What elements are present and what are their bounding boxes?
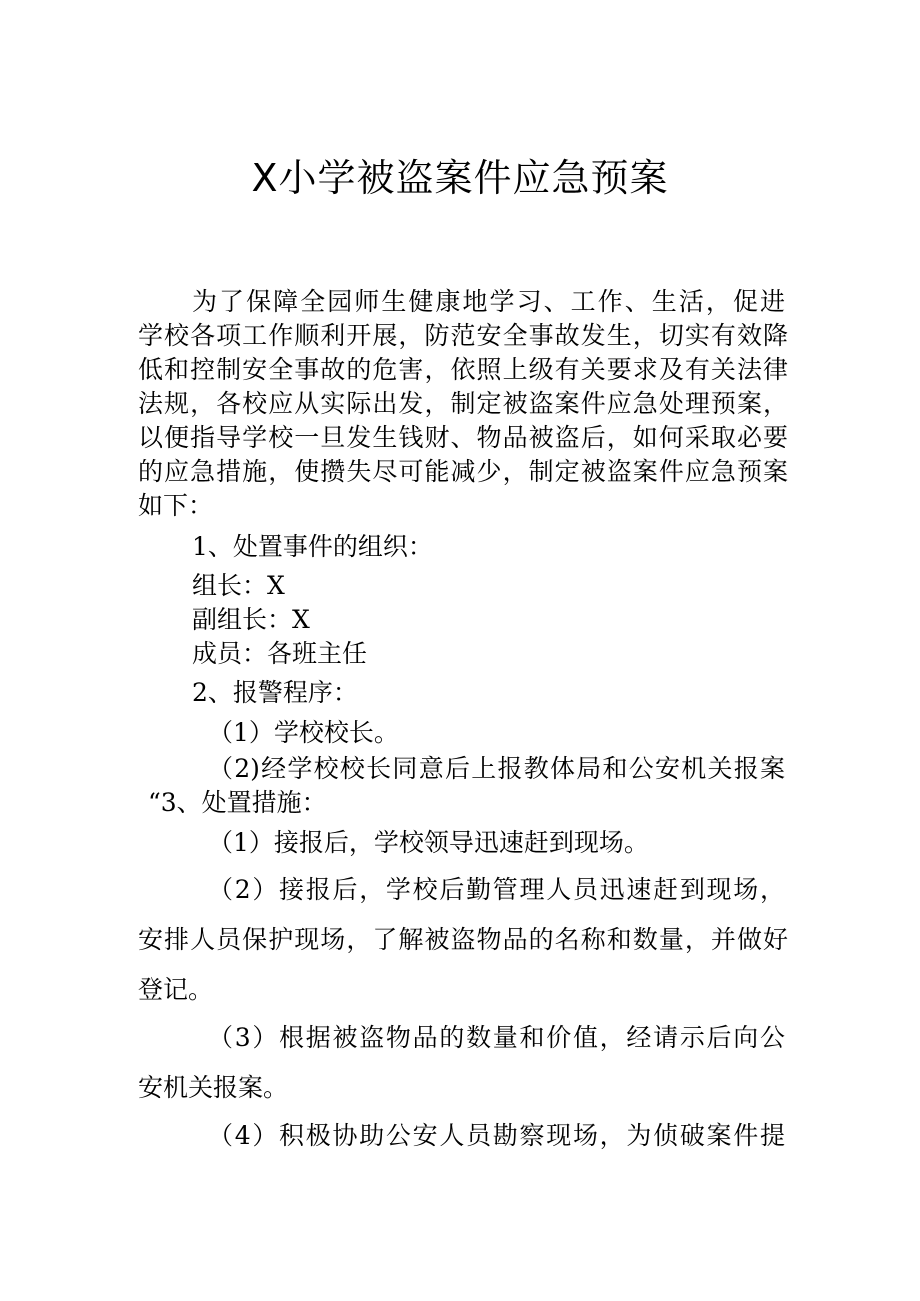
alarm-step-1: （1）学校校长。 (208, 718, 399, 747)
leader-line: 组长：X (192, 571, 285, 600)
intro-line-4: 法规，各校应从实际出发，制定被盗案件应急处理预案， (138, 389, 788, 418)
measure-2-line-2: 安排人员保护现场，了解被盗物品的名称和数量，并做好 (138, 925, 788, 954)
section1-heading: 1、处置事件的组织： (192, 532, 433, 561)
members-line: 成员：各班主任 (192, 639, 368, 668)
intro-line-6: 的应急措施，使攒失尽可能减少，制定被盗案件应急预案 (138, 457, 788, 486)
alarm-step-2: （2)经学校校长同意后上报教体局和公安机关报案 (208, 754, 785, 783)
measure-2-line-1: （2）接报后，学校后勤管理人员迅速赶到现场， (208, 875, 785, 904)
measure-4-line-1: （4）积极协助公安人员勘察现场，为侦破案件提 (208, 1121, 785, 1150)
intro-line-2: 学校各项工作顺利开展，防范安全事故发生，切实有效降 (138, 321, 788, 350)
measure-3-line-2: 安机关报案。 (138, 1073, 289, 1102)
intro-line-3: 低和控制安全事故的危害，依照上级有关要求及有关法律 (138, 355, 788, 384)
intro-line-7: 如下： (138, 491, 214, 520)
intro-line-1: 为了保障全园师生健康地学习、工作、生活，促进 (192, 287, 785, 316)
measure-2-line-3: 登记。 (138, 975, 214, 1004)
deputy-leader-line: 副组长：X (192, 605, 310, 634)
intro-line-5: 以便指导学校一旦发生钱财、物品被盗后，如何采取必要 (138, 423, 788, 452)
measure-1: （1）接报后，学校领导迅速赶到现场。 (208, 828, 649, 857)
document-title: X小学被盗案件应急预案 (251, 156, 669, 200)
measure-3-line-1: （3）根据被盗物品的数量和价值，经请示后向公 (208, 1023, 785, 1052)
section3-heading: “3、处置措施： (148, 788, 327, 817)
section2-heading: 2、报警程序： (192, 678, 358, 707)
